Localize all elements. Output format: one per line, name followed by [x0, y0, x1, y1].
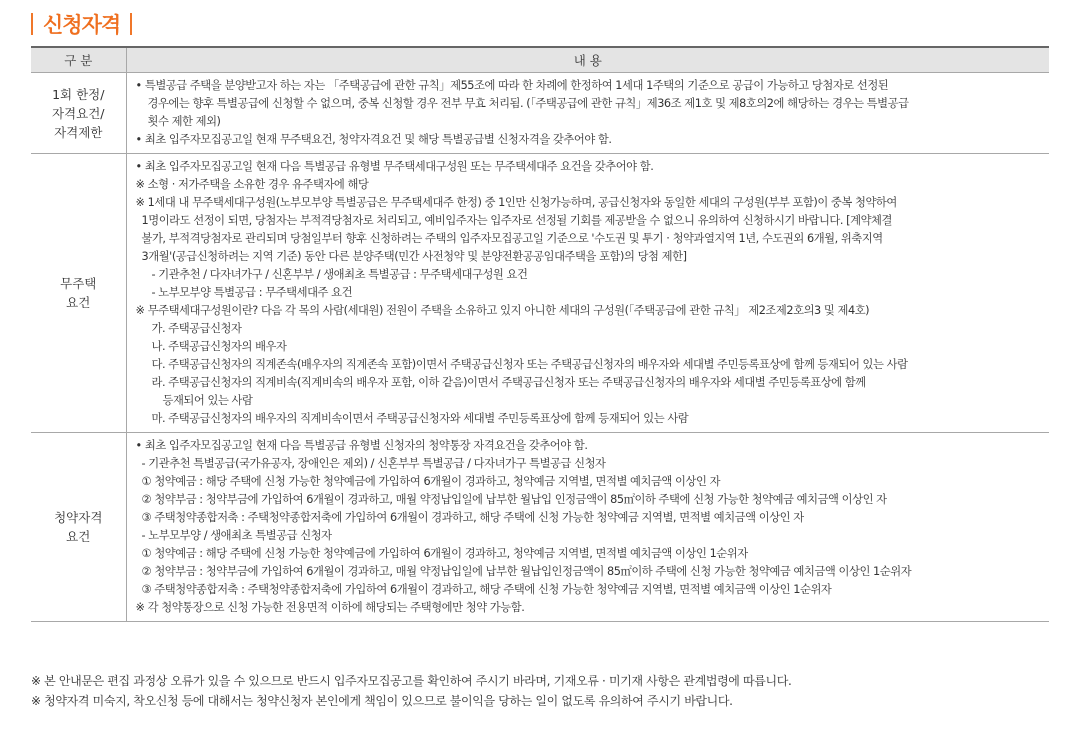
- content-line: ② 청약부금 : 청약부금에 가입하여 6개월이 경과하고, 매월 약정납입일에 납부한 월납입인정금액이 85㎡이하 주택에 신청 가능한 청약예금 예치금액 이상인 1순위자: [141, 565, 912, 578]
- footnote-line: ※ 본 안내문은 편집 과정상 오류가 있을 수 있으므로 반드시 입주자모집공고를 확인하여 주시기 바라며, 기재오류 · 미기재 사항은 관계법령에 따릅니다.: [31, 674, 792, 688]
- table-row: [31, 433, 1049, 622]
- category-line: 자격제한: [54, 124, 103, 140]
- page-title: 신청자격: [43, 13, 121, 37]
- content-line: - 노부모부양 특별공급 : 무주택세대주 요건: [151, 286, 353, 299]
- content-line: - 기관추천 특별공급(국가유공자, 장애인은 제외) / 신혼부부 특별공급 / 다자녀가구 특별공급 신청자: [141, 457, 606, 470]
- content-line: 마. 주택공급신청자의 배우자의 직계비속이면서 주택공급신청자와 세대별 주민등록표상에 함께 등재되어 있는 사람: [151, 412, 689, 425]
- table-row: [31, 73, 1049, 154]
- header-content: 내 용: [126, 47, 1049, 73]
- row-content: [126, 433, 1049, 622]
- content-line: ※ 무주택세대구성원이란? 다음 각 목의 사람(세대원) 전원이 주택을 소유하고 있지 아니한 세대의 구성원(「주택공급에 관한 규칙」 제2조제2호의3 및 제4호): [135, 304, 870, 317]
- content-line: • 최초 입주자모집공고일 현재 다음 특별공급 유형별 신청자의 청약통장 자격요건을 갖추어야 함.: [135, 439, 588, 452]
- content-line: 라. 주택공급신청자의 직계비속(직계비속의 배우자 포함, 이하 같음)이면서 주택공급신청자 또는 주택공급신청자의 배우자와 세대별 주민등록표상에 함께: [151, 376, 866, 389]
- content-line: - 노부모부양 / 생애최초 특별공급 신청자: [141, 529, 332, 542]
- category-line: 요건: [66, 529, 91, 544]
- content-line: 나. 주택공급신청자의 배우자: [151, 340, 287, 353]
- category-line: 청약자격: [54, 510, 103, 525]
- title-bar-right: [130, 13, 132, 35]
- row-content: [126, 73, 1049, 154]
- content-line: • 최초 입주자모집공고일 현재 다음 특별공급 유형별 무주택세대구성원 또는 무주택세대주 요건을 갖추어야 함.: [135, 160, 654, 173]
- content-line: 횟수 제한 제외): [147, 115, 221, 128]
- content-line: 다. 주택공급신청자의 직계존속(배우자의 직계존속 포함)이면서 주택공급신청자 또는 주택공급신청자의 배우자와 세대별 주민등록표상에 함께 등재되어 있는 사람: [151, 358, 908, 371]
- row-category: [31, 154, 126, 433]
- content-line: • 최초 입주자모집공고일 현재 무주택요건, 청약자격요건 및 해당 특별공급별 신청자격을 갖추어야 함.: [135, 133, 612, 146]
- content-line: 등재되어 있는 사람: [162, 394, 253, 407]
- content-line: 1명이라도 선정이 되면, 당첨자는 부적격당첨자로 처리되고, 예비입주자는 입주자로 선정될 기회를 제공받을 수 없으니 유의하여 신청하시기 바랍니다. [계약체결: [141, 214, 892, 227]
- content-line: 경우에는 향후 특별공급에 신청할 수 없으며, 중복 신청할 경우 전부 무효 처리됨. (「주택공급에 관한 규칙」제36조 제1호 및 제8호의2에 해당하는 경우는 특별공급: [147, 97, 909, 110]
- table-row: [31, 154, 1049, 433]
- footnote-line: ※ 청약자격 미숙지, 착오신청 등에 대해서는 청약신청자 본인에게 책임이 있으므로 불이익을 당하는 일이 없도록 유의하여 주시기 바랍니다.: [31, 694, 733, 708]
- content-line: ① 청약예금 : 해당 주택에 신청 가능한 청약예금에 가입하여 6개월이 경과하고, 청약예금 지역별, 면적별 예치금액 이상인 자: [141, 475, 721, 488]
- content-line: ※ 소형 · 저가주택을 소유한 경우 유주택자에 해당: [135, 178, 369, 191]
- eligibility-table: [31, 46, 1049, 622]
- row-content: [126, 154, 1049, 433]
- content-line: 가. 주택공급신청자: [151, 322, 242, 335]
- category-line: 1회 한정/: [52, 86, 105, 102]
- content-line: - 기관추천 / 다자녀가구 / 신혼부부 / 생애최초 특별공급 : 무주택세대구성원 요건: [151, 268, 528, 281]
- table-header-row: [31, 47, 1049, 73]
- category-line: 무주택: [60, 276, 97, 291]
- content-line: ※ 각 청약통장으로 신청 가능한 전용면적 이하에 해당되는 주택형에만 청약 가능함.: [135, 601, 525, 614]
- content-line: ① 청약예금 : 해당 주택에 신청 가능한 청약예금에 가입하여 6개월이 경과하고, 청약예금 지역별, 면적별 예치금액 이상인 1순위자: [141, 547, 748, 560]
- header-category: 구 분: [31, 47, 126, 73]
- title-bar-left: [31, 13, 33, 35]
- content-line: ※ 1세대 내 무주택세대구성원(노부모부양 특별공급은 무주택세대주 한정) 중 1인만 신청가능하며, 공급신청자와 동일한 세대의 구성원(부부 포함)이 중복 청약하여: [135, 196, 897, 209]
- content-line: 불가, 부적격당첨자로 관리되며 당첨일부터 향후 신청하려는 주택의 입주자모집공고일 기준으로 '수도권 및 투기 · 청약과열지역 1년, 수도권외 6개월, 위축지역: [141, 232, 883, 245]
- row-category: [31, 433, 126, 622]
- content-line: 3개월'(공급신청하려는 지역 기준) 동안 다른 분양주택(민간 사전청약 및 분양전환공공임대주택을 포함)의 당첨 제한]: [141, 250, 687, 263]
- content-line: ② 청약부금 : 청약부금에 가입하여 6개월이 경과하고, 매월 약정납입일에 납부한 월납입 인정금액이 85㎡이하 주택에 신청 가능한 청약예금 예치금액 이상인 자: [141, 493, 887, 506]
- content-line: ③ 주택청약종합저축 : 주택청약종합저축에 가입하여 6개월이 경과하고, 해당 주택에 신청 가능한 청약예금 지역별, 면적별 예치금액 이상인 자: [141, 511, 804, 524]
- row-category: [31, 73, 126, 154]
- category-line: 요건: [66, 295, 91, 310]
- category-line: 자격요건/: [51, 105, 105, 121]
- footnotes: [31, 671, 791, 711]
- content-line: • 특별공급 주택을 분양받고자 하는 자는 「주택공급에 관한 규칙」제55조에 따라 한 차례에 한정하여 1세대 1주택의 기준으로 공급이 가능하고 당첨자로 선정된: [135, 79, 889, 92]
- section-title: [31, 9, 132, 39]
- content-line: ③ 주택청약종합저축 : 주택청약종합저축에 가입하여 6개월이 경과하고, 해당 주택에 신청 가능한 청약예금 지역별, 면적별 예치금액 이상인 1순위자: [141, 583, 832, 596]
